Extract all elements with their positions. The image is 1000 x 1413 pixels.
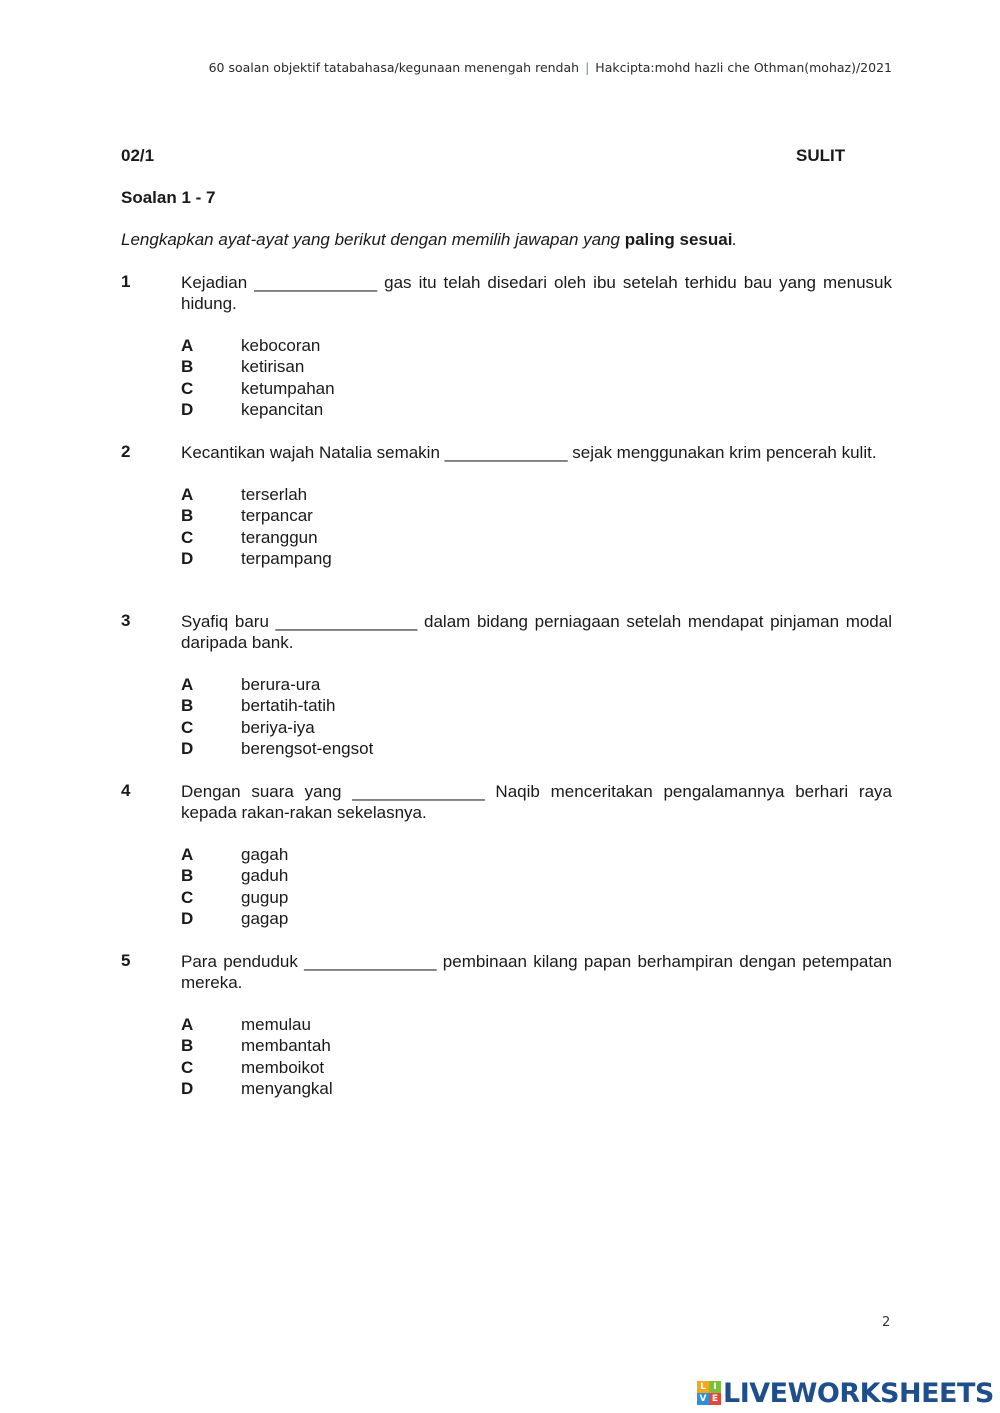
option-b[interactable] <box>181 695 892 716</box>
option-a[interactable] <box>181 844 892 865</box>
option-letter: D <box>181 399 194 419</box>
option-c[interactable] <box>181 1057 892 1078</box>
option-letter: C <box>181 887 194 907</box>
option-text: kepancitan <box>241 399 324 419</box>
option-letter: B <box>181 1036 194 1056</box>
option-text: bertatih-tatih <box>241 696 336 716</box>
classification-label: SULIT <box>796 146 846 165</box>
option-letter: B <box>181 506 194 526</box>
option-c[interactable] <box>181 887 892 908</box>
option-text: gagap <box>241 908 289 928</box>
option-c[interactable] <box>181 527 892 548</box>
option-letter: B <box>181 357 194 377</box>
option-letter: B <box>181 866 194 886</box>
header-separator: | <box>585 60 590 75</box>
option-b[interactable] <box>181 356 892 377</box>
question-text: Kecantikan wajah Natalia semakin _____________ sejak menggunakan krim pencerah kulit. <box>181 443 877 462</box>
header-title: 60 soalan objektif tatabahasa/kegunaan menengah rendah <box>208 60 580 75</box>
option-text: membantah <box>241 1036 331 1056</box>
logo-tile: L <box>697 1381 709 1393</box>
paper-code: 02/1 <box>121 146 155 165</box>
question-text: Syafiq baru _______________ dalam bidang perniagaan setelah mendapat pinjaman modal daripada bank. <box>181 612 892 652</box>
question-3 <box>121 611 892 759</box>
option-letter: C <box>181 378 194 398</box>
option-d[interactable] <box>181 399 892 420</box>
option-letter: D <box>181 908 194 928</box>
option-text: menyangkal <box>241 1078 333 1098</box>
option-text: ketumpahan <box>241 378 335 398</box>
option-a[interactable] <box>181 484 892 505</box>
question-text: Para penduduk ______________ pembinaan kilang papan berhampiran dengan petempatan mereka. <box>181 952 892 992</box>
option-list <box>181 674 892 759</box>
option-letter: C <box>181 717 194 737</box>
option-text: gugup <box>241 887 289 907</box>
option-letter: A <box>181 336 194 355</box>
logo-tile: V <box>697 1393 709 1405</box>
option-d[interactable] <box>181 738 892 759</box>
option-d[interactable] <box>181 548 892 569</box>
logo-text: LIVEWORKSHEETS <box>723 1377 994 1409</box>
header-copyright: Hakcipta:mohd hazli che Othman(mohaz)/2021 <box>595 60 892 75</box>
page-number: 2 <box>882 1315 891 1330</box>
option-text: berura-ura <box>241 675 321 694</box>
option-list <box>181 335 892 420</box>
option-b[interactable] <box>181 865 892 886</box>
option-list <box>181 1014 892 1099</box>
option-text: terserlah <box>241 485 308 504</box>
question-number: 3 <box>121 611 131 630</box>
liveworksheets-logo <box>697 1376 994 1410</box>
option-letter: A <box>181 845 194 864</box>
question-1 <box>121 272 892 420</box>
option-letter: A <box>181 675 194 694</box>
instruction-emphasis: paling sesuai <box>624 230 733 249</box>
option-letter: D <box>181 548 194 568</box>
instruction-end: . <box>732 230 738 249</box>
section-title: Soalan 1 - 7 <box>121 188 216 207</box>
option-d[interactable] <box>181 908 892 929</box>
option-list <box>181 844 892 929</box>
option-text: gagah <box>241 845 289 864</box>
option-a[interactable] <box>181 1014 892 1035</box>
option-letter: A <box>181 485 194 504</box>
logo-tile: I <box>709 1381 721 1393</box>
option-text: kebocoran <box>241 336 321 355</box>
option-text: beriya-iya <box>241 717 315 737</box>
instruction-text: Lengkapkan ayat-ayat yang berikut dengan memilih jawapan yang <box>121 230 625 249</box>
option-text: ketirisan <box>241 357 305 377</box>
option-b[interactable] <box>181 1035 892 1056</box>
question-number: 5 <box>121 951 131 970</box>
question-text: Kejadian _____________ gas itu telah disedari oleh ibu setelah terhidu bau yang menusuk hidung. <box>181 273 892 313</box>
question-4 <box>121 781 892 929</box>
instruction <box>121 230 737 250</box>
option-letter: C <box>181 527 194 547</box>
option-letter: A <box>181 1015 194 1034</box>
logo-tile: E <box>709 1393 721 1405</box>
option-letter: C <box>181 1057 194 1077</box>
liveworksheets-icon <box>697 1381 721 1405</box>
option-c[interactable] <box>181 378 892 399</box>
question-text: Dengan suara yang ______________ Naqib menceritakan pengalamannya berhari raya kepada rakan-rakan sekelasnya. <box>181 782 892 822</box>
option-list <box>181 484 892 569</box>
option-letter: D <box>181 738 194 758</box>
option-text: teranggun <box>241 527 318 547</box>
option-d[interactable] <box>181 1078 892 1099</box>
option-a[interactable] <box>181 674 892 695</box>
option-text: terpancar <box>241 506 313 526</box>
option-text: berengsot-engsot <box>241 738 374 758</box>
page-header <box>209 60 892 75</box>
question-number: 2 <box>121 442 131 461</box>
question-number: 4 <box>121 781 131 800</box>
option-b[interactable] <box>181 505 892 526</box>
option-c[interactable] <box>181 717 892 738</box>
option-letter: B <box>181 696 194 716</box>
question-number: 1 <box>121 272 131 291</box>
option-letter: D <box>181 1078 194 1098</box>
option-text: terpampang <box>241 548 332 568</box>
option-text: gaduh <box>241 866 289 886</box>
option-a[interactable] <box>181 335 892 356</box>
option-text: memboikot <box>241 1057 325 1077</box>
option-text: memulau <box>241 1015 311 1034</box>
question-5 <box>121 951 892 1099</box>
question-2 <box>121 442 892 569</box>
